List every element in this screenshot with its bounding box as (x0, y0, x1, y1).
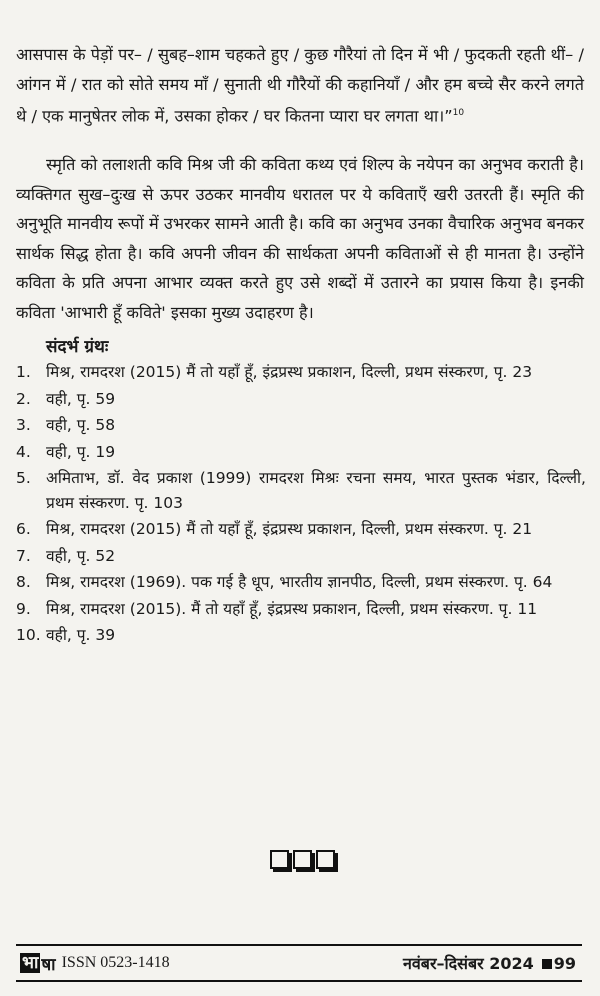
references-heading: संदर्भ ग्रंथः (46, 337, 109, 357)
reference-item (16, 597, 586, 622)
reference-number: 2. (16, 389, 31, 408)
references-list (16, 360, 586, 650)
reference-text: मिश्र, रामदरश (1969). पक गई है धूप, भारतीय ज्ञानपीठ, दिल्ली, प्रथम संस्करण. पृ. 64 (46, 573, 553, 591)
reference-text: वही, पृ. 19 (46, 442, 116, 461)
reference-item (16, 413, 586, 438)
paragraph-text: आसपास के पेड़ों पर– / सुबह–शाम चहकते हुए / कुछ गौरैयां तो दिन में भी / फुदकती रहती थीं– / आंगन में / रात को सोते समय माँ / सुनाती थी गौरैयों की कहानियाँ / और हम बच्चे सैर करने लगते थे / एक मानुषेतर लोक में, उसका होकर / घर कितना प्यारा घर लगता था।” (16, 45, 584, 126)
page-footer (16, 944, 582, 982)
reference-item (16, 440, 586, 465)
reference-number: 9. (16, 599, 31, 618)
reference-number: 3. (16, 416, 31, 434)
square-bullet-icon (542, 959, 552, 969)
journal-logo (20, 952, 56, 975)
reference-item (16, 623, 586, 648)
issn-label: ISSN 0523-1418 (61, 954, 170, 971)
reference-text: अमिताभ, डॉ. वेद प्रकाश (1999) रामदरश मिश्रः रचना समय, भारत पुस्तक भंडार, दिल्ली, प्रथम संस्करण. पृ. 103 (46, 469, 586, 512)
reference-text: वही, पृ. 58 (46, 416, 116, 434)
reference-number: 6. (16, 520, 31, 538)
reference-text: मिश्र, रामदरश (2015) मैं तो यहाँ हूँ, इंद्रप्रस्थ प्रकाशन, दिल्ली, प्रथम संस्करण. पृ. 21 (46, 520, 533, 538)
reference-text: वही, पृ. 39 (46, 626, 116, 644)
reference-item (16, 387, 586, 412)
reference-text: वही, पृ. 52 (46, 546, 116, 565)
page-number-group (542, 954, 576, 973)
reference-number: 10. (16, 626, 41, 644)
footer-issue-info (403, 952, 582, 974)
reference-item (16, 466, 586, 515)
square-ornament-icon (270, 850, 289, 869)
logo-text: षा (41, 954, 56, 975)
reference-item (16, 517, 586, 542)
reference-number: 4. (16, 442, 31, 461)
reference-text: मिश्र, रामदरश (2015) मैं तो यहाँ हूँ, इंद्रप्रस्थ प्रकाशन, दिल्ली, प्रथम संस्करण, पृ. 23 (46, 363, 533, 381)
page-number: 99 (553, 953, 576, 973)
issue-date: नवंबर–दिसंबर 2024 (403, 954, 534, 973)
reference-text: वही, पृ. 59 (46, 389, 116, 408)
reference-text: मिश्र, रामदरश (2015). मैं तो यहाँ हूँ, इंद्रप्रस्थ प्रकाशन, दिल्ली, प्रथम संस्करण. पृ. 11 (46, 599, 538, 618)
logo-mark: भा (22, 953, 39, 973)
footnote-marker: 10 (452, 108, 465, 118)
reference-item (16, 360, 586, 385)
paragraph-poem-quote (16, 40, 584, 131)
reference-item (16, 570, 586, 595)
reference-number: 8. (16, 573, 31, 591)
footer-journal-info (16, 952, 170, 975)
section-end-ornament (270, 850, 335, 869)
paragraph-analysis: स्मृति को तलाशती कवि मिश्र जी की कविता कथ्य एवं शिल्प के नयेपन का अनुभव कराती है। व्यक्तिगत सुख–दुःख से ऊपर उठकर मानवीय धरातल पर ये कविताएँ खरी उतरती हैं। स्मृति की अनुभूति मानवीय रूपों में उभरकर सामने आती है। कवि का अनुभव उनका वैचारिक अनुभव बनकर सार्थक सिद्ध होता है। कवि अपनी जीवन की सार्थकता अपनी कविताओं से ही मानता है। उन्होंने कविता के प्रति अपना आभार व्यक्त करते हुए उसे शब्दों में उतारने का प्रयास किया है। इनकी कविता 'आभारी हूँ कविते' इसका मुख्य उदाहरण है। (16, 155, 584, 322)
reference-number: 5. (16, 469, 31, 487)
square-ornament-icon (293, 850, 312, 869)
reference-number: 7. (16, 546, 31, 565)
reference-number: 1. (16, 363, 31, 381)
reference-item (16, 544, 586, 569)
square-ornament-icon (316, 850, 335, 869)
